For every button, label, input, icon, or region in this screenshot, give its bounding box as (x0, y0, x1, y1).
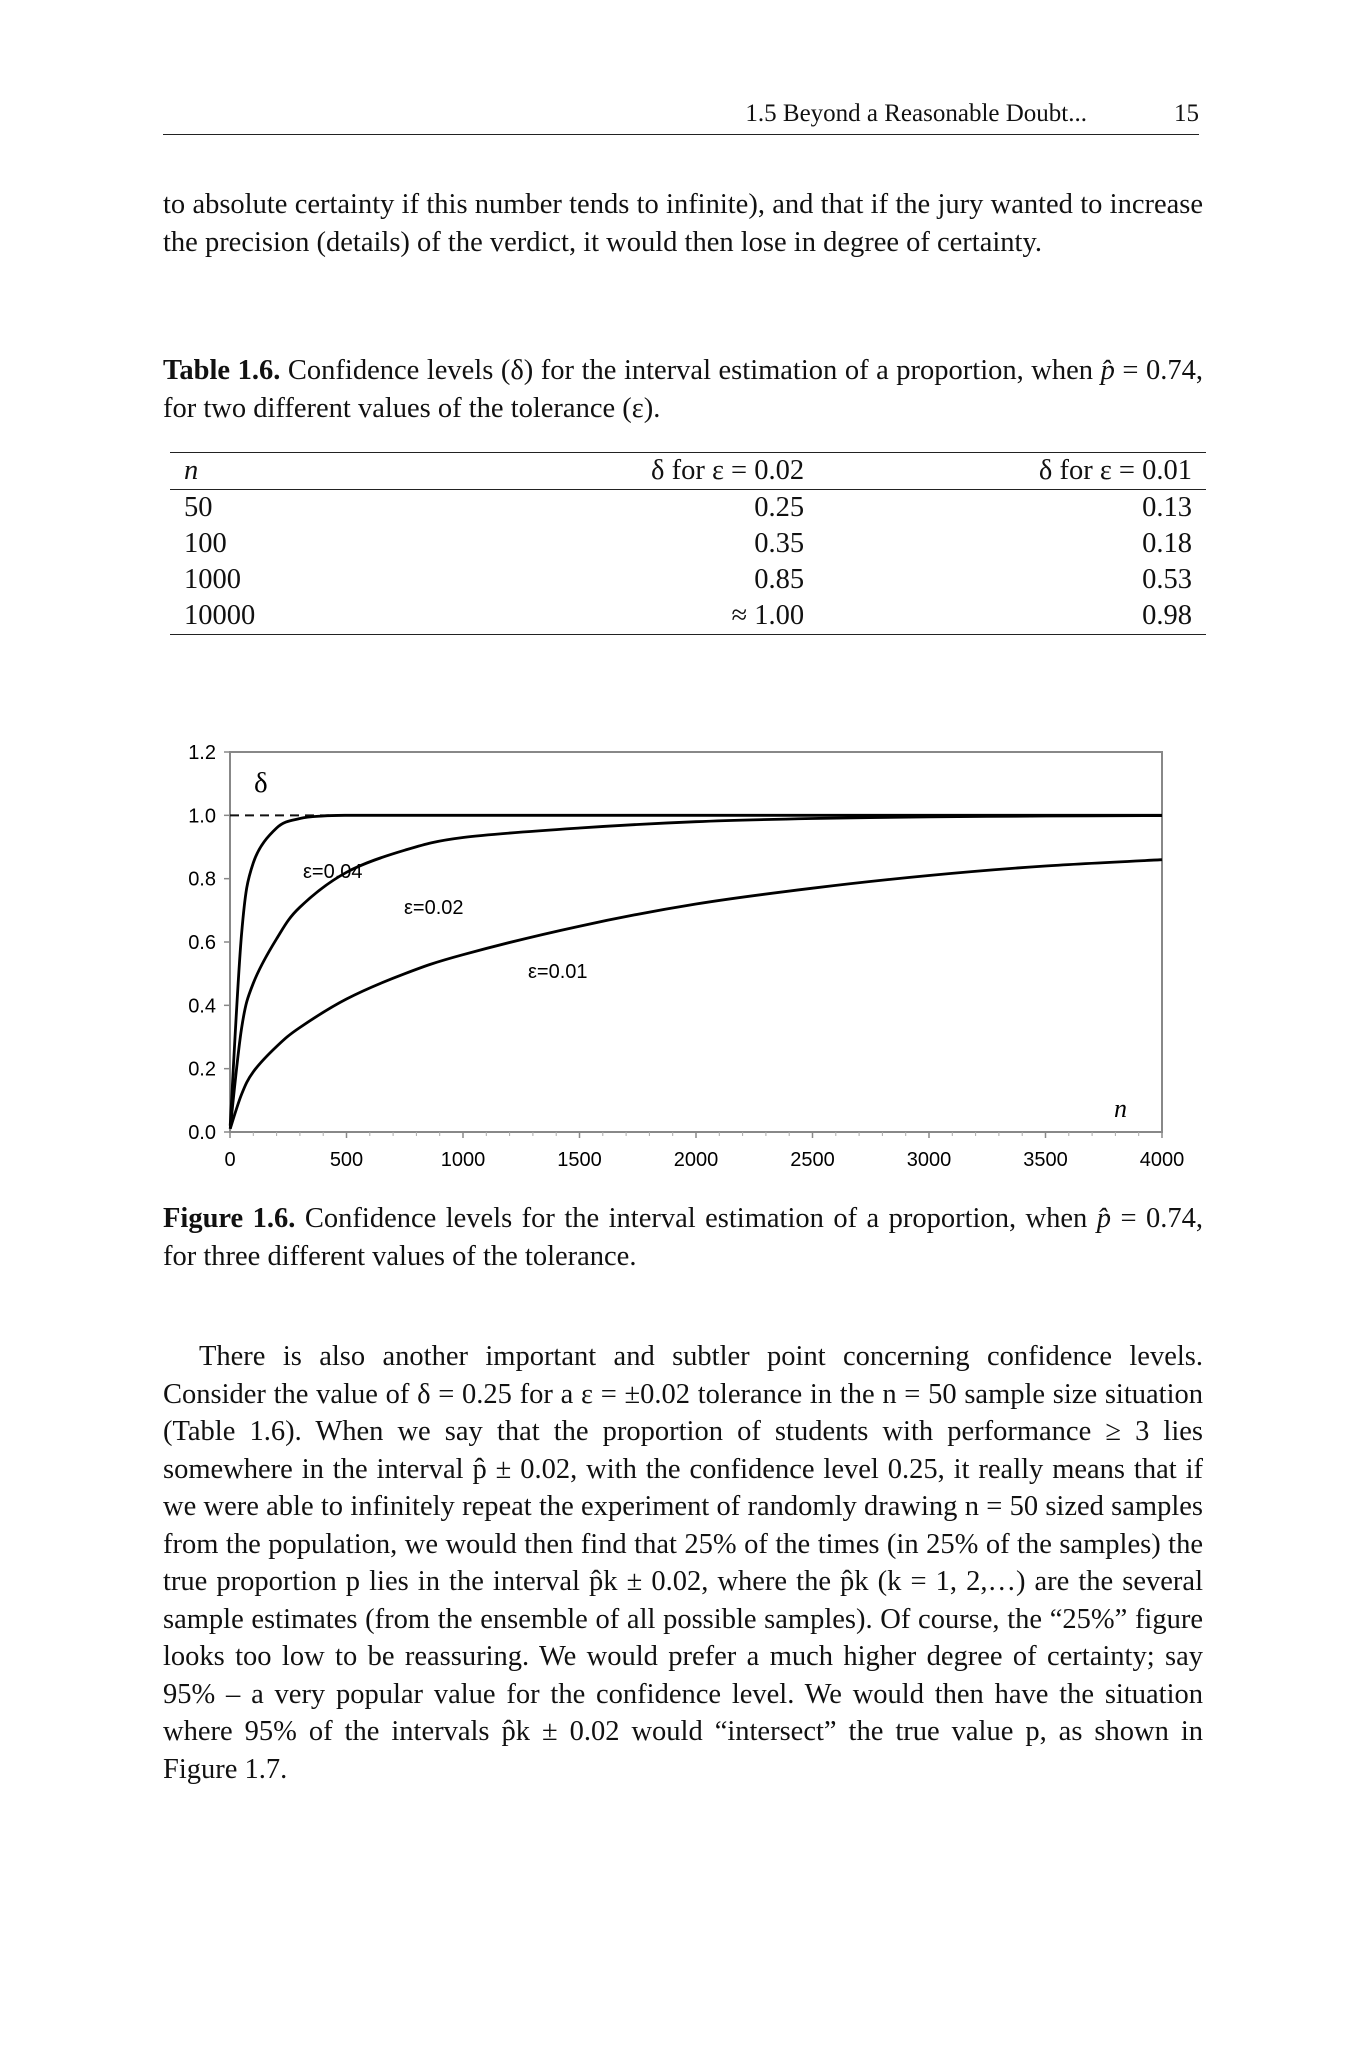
confidence-table (170, 452, 1206, 635)
table-header-row (170, 453, 1206, 490)
table-row (170, 562, 1206, 598)
y-tick-label: 1.2 (188, 742, 216, 764)
table-cell: 0.53 (1142, 564, 1192, 595)
paragraph-bottom: There is also another important and subtler point concerning confidence levels. Consider the value of δ = 0.25 for a ε = ±0.02 tolerance in the n = 50 sample size situation (Table 1.6). When we say that the proportion of students with performance ≥ 3 lies somewhere in the interval p̂ ± 0.02, with the confidence level 0.25, it really means that if we were able to infinitely repeat the experiment of randomly drawing n = 50 sized samples from the population, we would then find that 25% of the times (in 25% of the samples) the true proportion p lies in the interval p̂k ± 0.02, where the p̂k (k = 1, 2,…) are the several sample estimates (from the ensemble of all possible samples). Of course, the “25%” figure looks too low to be reassuring. We would prefer a much higher degree of certainty; say 95% – a very popular value for the confidence level. We would then have the situation where 95% of the intervals p̂k ± 0.02 would “intersect” the true value p, as shown in Figure 1.7. (163, 1341, 1203, 1785)
table-cell-n: 100 (184, 528, 227, 559)
figure-caption-phat: p̂ (1096, 1203, 1112, 1234)
x-tick-label: 0 (224, 1149, 236, 1171)
table-cell: 0.85 (754, 564, 805, 595)
table-header-eps-002: δ for ε = 0.02 (651, 455, 805, 486)
y-axis-ticks (188, 742, 230, 1144)
figure-caption (163, 1200, 1203, 1275)
table-caption-text-b: = 0.74, for two different values of the tolerance (ε). (163, 355, 1203, 424)
table-cell-n: 1000 (184, 564, 241, 595)
table-cell: 0.35 (754, 528, 805, 559)
table-cell: 0.18 (1142, 528, 1192, 559)
series-label-eps-001: ε=0.01 (528, 961, 588, 983)
y-tick-label: 0.4 (188, 995, 216, 1018)
x-tick-label: 3500 (1023, 1149, 1068, 1171)
table-cell: ≈ 1.00 (731, 600, 805, 631)
x-tick-label: 2000 (673, 1149, 719, 1171)
running-head-title: 1.5 Beyond a Reasonable Doubt... (745, 100, 1087, 127)
x-tick-label: 2500 (790, 1149, 835, 1171)
figure-caption-text-a: Confidence levels for the interval estimation of a proportion, when (295, 1203, 1097, 1234)
table-header-eps-001: δ for ε = 0.01 (1038, 455, 1192, 486)
x-tick-label: 3000 (906, 1149, 952, 1171)
table-label: Table 1.6. (163, 355, 281, 386)
y-tick-label: 1.0 (188, 805, 216, 828)
table-caption-text-a: Confidence levels (δ) for the interval estimation of a proportion, when (280, 355, 1101, 386)
y-tick-label: 0.0 (188, 1122, 216, 1144)
x-axis-label: n (1114, 1094, 1127, 1123)
y-tick-label: 0.6 (188, 932, 216, 954)
y-tick-label: 0.8 (188, 868, 216, 891)
y-axis-label: δ (254, 767, 268, 799)
table-cell: 0.25 (754, 492, 805, 523)
y-tick-label: 0.2 (188, 1058, 216, 1081)
x-tick-label: 500 (329, 1149, 364, 1171)
paragraph-top: to absolute certainty if this number tends to infinite), and that if the jury wanted to increase the precision (details) of the verdict, it would then lose in degree of certainty. (163, 189, 1203, 258)
x-tick-label: 4000 (1139, 1149, 1185, 1171)
series-label-eps-004: ε=0.04 (303, 861, 363, 883)
series-label-eps-002: ε=0.02 (404, 897, 464, 919)
x-tick-label: 1000 (440, 1149, 486, 1171)
x-tick-label: 1500 (557, 1149, 602, 1171)
table-caption (163, 352, 1203, 427)
table-row (170, 490, 1206, 527)
table-cell: 0.13 (1142, 492, 1192, 523)
x-axis-ticks (224, 1132, 1184, 1171)
figure-label: Figure 1.6. (163, 1203, 296, 1234)
confidence-chart (160, 730, 1210, 1180)
running-head (163, 100, 1199, 135)
page-number: 15 (1174, 100, 1199, 127)
table-cell-n: 10000 (184, 600, 256, 631)
plot-area (230, 752, 1162, 1132)
table-caption-phat: p̂ (1100, 355, 1115, 386)
table-row (170, 526, 1206, 562)
table-cell: 0.98 (1142, 600, 1192, 631)
figure-caption-text-b: = 0.74, for three different values of the tolerance. (163, 1203, 1204, 1272)
table-cell-n: 50 (184, 492, 213, 523)
table-row (170, 598, 1206, 635)
table-header-n: n (184, 455, 199, 486)
